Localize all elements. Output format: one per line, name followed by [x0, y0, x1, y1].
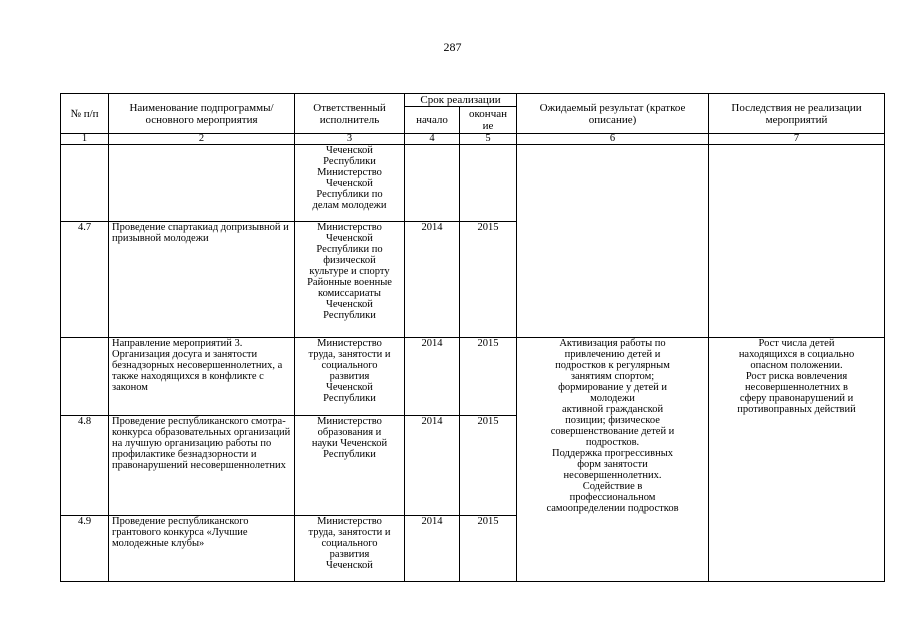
row-name: Проведение республиканского грантового конкурса «Лучшие молодежные клубы»	[109, 516, 295, 582]
row-num: 4.9	[61, 516, 109, 582]
row-start: 2014	[405, 516, 460, 582]
column-number: 6	[517, 134, 709, 145]
row-end: 2015	[460, 222, 517, 338]
column-number: 1	[61, 134, 109, 145]
header-start: начало	[405, 107, 460, 134]
header-term: Срок реализации	[405, 94, 517, 107]
table-row	[61, 145, 885, 222]
column-number: 7	[709, 134, 885, 145]
row-num: 4.7	[61, 222, 109, 338]
column-number: 3	[295, 134, 405, 145]
column-number: 4	[405, 134, 460, 145]
table-row	[61, 338, 885, 416]
result-cell-top	[517, 145, 709, 338]
row-start: 2014	[405, 222, 460, 338]
header-row	[61, 94, 885, 107]
header-consequence: Последствия не реализации мероприятий	[709, 94, 885, 134]
header-result: Ожидаемый результат (краткое описание)	[517, 94, 709, 134]
column-numbers-row	[61, 134, 885, 145]
row-executor: Министерство труда, занятости и социального развития Чеченской Республики	[295, 338, 405, 416]
row-end	[460, 145, 517, 222]
row-end: 2015	[460, 516, 517, 582]
row-end: 2015	[460, 338, 517, 416]
measures-table	[60, 93, 885, 582]
row-end: 2015	[460, 416, 517, 516]
row-name: Направление мероприятий 3. Организация досуга и занятости безнадзорных несовершеннолетних, а также находящихся в конфликте с законом	[109, 338, 295, 416]
row-num	[61, 145, 109, 222]
row-start: 2014	[405, 338, 460, 416]
header-end: окончан ие	[460, 107, 517, 134]
header-executor: Ответственный исполнитель	[295, 94, 405, 134]
row-name: Проведение республиканского смотра-конкурса образовательных организаций на лучшую организацию работы по профилактике безнадзорности и правонарушений несовершеннолетних	[109, 416, 295, 516]
row-executor: Чеченской Республики Министерство Чеченской Республики по делам молодежи	[295, 145, 405, 222]
row-name	[109, 145, 295, 222]
row-start: 2014	[405, 416, 460, 516]
page-number: 287	[443, 40, 462, 54]
row-start	[405, 145, 460, 222]
row-name: Проведение спартакиад допризывной и призывной молодежи	[109, 222, 295, 338]
row-num	[61, 338, 109, 416]
header-name: Наименование подпрограммы/ основного мероприятия	[109, 94, 295, 134]
row-executor: Министерство Чеченской Республики по физической культуре и спорту Районные военные комиссариаты Чеченской Республики	[295, 222, 405, 338]
result-cell: Активизация работы по привлечению детей и подростков к регулярным занятиям спортом; формирование у детей и молодежи активной гражданской позиции; физическое совершенствование детей и подростков. Поддержка прогрессивных форм занятости несовершеннолетних. Содействие в профессиональном самоопределении подростков	[517, 338, 709, 582]
row-num: 4.8	[61, 416, 109, 516]
column-number: 2	[109, 134, 295, 145]
consequence-cell-top	[709, 145, 885, 338]
row-executor: Министерство образования и науки Чеченской Республики	[295, 416, 405, 516]
row-executor: Министерство труда, занятости и социального развития Чеченской	[295, 516, 405, 582]
header-num: № п/п	[61, 94, 109, 134]
consequence-cell: Рост числа детей находящихся в социально опасном положении. Рост риска вовлечения несовершеннолетних в сферу правонарушений и противоправных действий	[709, 338, 885, 582]
column-number: 5	[460, 134, 517, 145]
